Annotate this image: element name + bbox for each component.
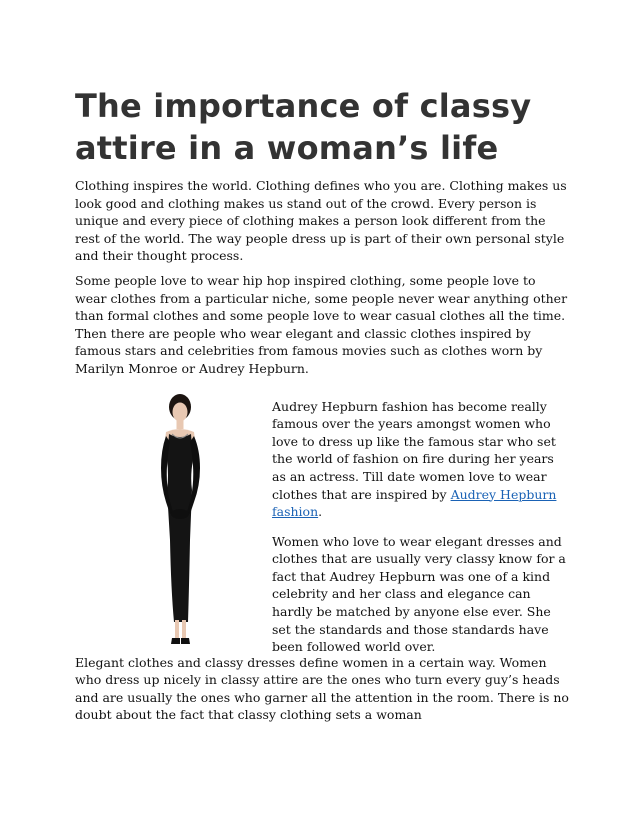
elegant-dresses-paragraph: Women who love to wear elegant dresses and clothes that are usually very classy know for a fact that Audrey Hepburn was one of a kind celebrity and her class and elegance can hardly be matched by anyone else ever. She set the standards and those standards have been followed world over. [272,533,566,655]
hepburn-fashion-paragraph [272,398,568,521]
hepburn-paragraph-end: . [318,504,323,520]
side-text-column [272,398,568,656]
closing-paragraph: Elegant clothes and classy dresses define women in a certain way. Women who dress up nicely in classy attire are the ones who turn every guy’s heads and are usually the ones who garner all the attention in the room. There is no doubt about the fact that classy clothing sets a woman [75,654,569,723]
intro-paragraph: Clothing inspires the world. Clothing defines who you are. Clothing makes us look good and clothing makes us stand out of the crowd. Every person is unique and every piece of clothing makes a person look different from the rest of the world. The way people dress up is part of their own personal style and their thought process. [75,178,567,264]
hepburn-paragraph-text: Audrey Hepburn fashion has become really famous over the years amongst women who love to dress up like the famous star who set the world of fashion on fire during her years as an actress. Till date women love to wear clothes that are inspired by [272,398,556,502]
styles-paragraph: Some people love to wear hip hop inspired clothing, some people love to wear clothes from a particular niche, some people never wear anything other than formal clothes and some people love to wear casual clothes all the time. Then there are people who wear elegant and classic clothes inspired by famous stars and celebrities from famous movies such as clothes worn by Marilyn Monroe or Audrey Hepburn. [75,272,568,376]
document-page [75,85,570,724]
audrey-hepburn-fashion-link[interactable]: Audrey Hepburn fashion [272,486,557,520]
figure-with-text [75,390,570,654]
article-title: The importance of classy attire in a woman’s life [75,87,532,167]
woman-in-black-dress-photo [130,390,230,652]
woman-figure-illustration [130,390,230,652]
